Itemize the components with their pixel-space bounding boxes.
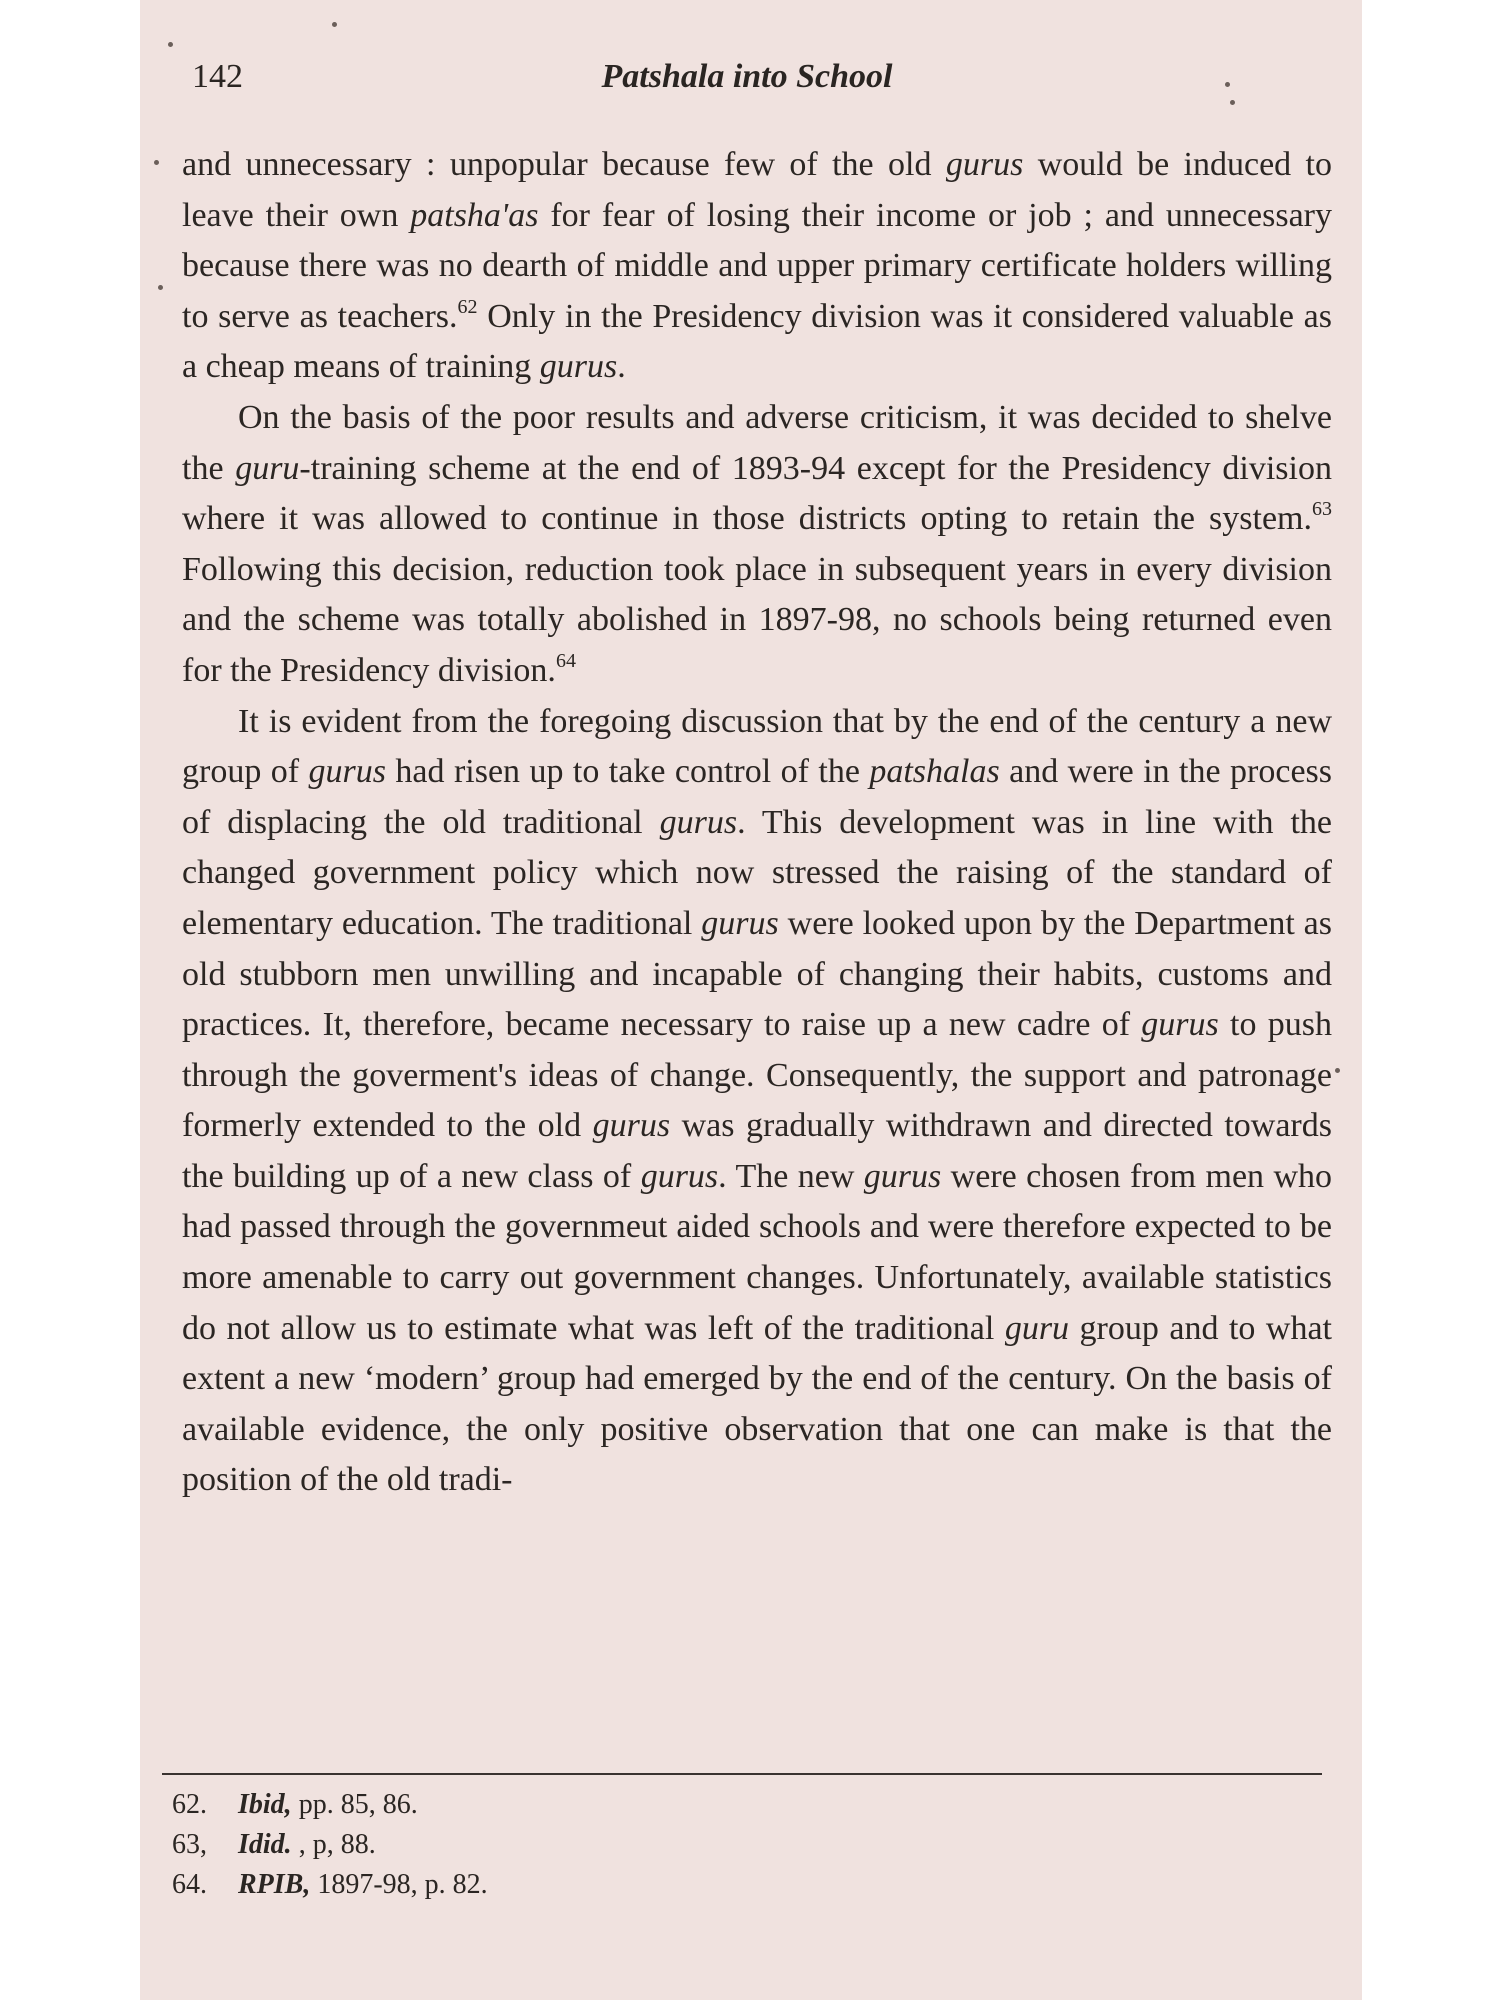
italic-term: gurus [659,803,738,841]
body-text [182,140,1332,1506]
footnote-62: 62. Ibid, pp. 85, 86. [172,1789,418,1820]
footnote-divider [162,1773,1322,1775]
page-number: 142 [192,58,243,95]
footnote-ref: 62 [457,295,478,318]
italic-term: patshalas [869,753,1000,791]
italic-term: gurus [539,348,618,386]
paper-speck [168,42,173,47]
italic-term: patsha'as [410,196,539,234]
footnote-64: 64. RPIB, 1897-98, p. 82. [172,1869,488,1900]
book-page [140,0,1362,2000]
footnote-ref: 64 [555,649,576,672]
italic-term: gurus [701,904,779,942]
running-title: Patshala into School [601,58,893,95]
paper-speck [154,160,159,165]
italic-term: guru [1004,1309,1070,1347]
footnotes [172,1785,1272,1905]
paper-speck [1230,100,1235,105]
page-header [192,52,1302,102]
paragraph-1: and unnecessary : unpopular because few of the old gurus would be induced to leave their own patsha'as for fear of losing their income or job ; and unnecessary because there was no dearth of middle and upper primary certificate holders willing to serve as teachers.$^{62}$ Only in the Presidency division was it considered valuable as a cheap means of training gurus. [182,146,1332,386]
paper-speck [158,285,163,290]
italic-term: guru [235,449,300,487]
footnote-63: 63, Idid. , p, 88. [172,1829,376,1860]
footnote-ref: 63 [1312,498,1332,521]
italic-term: gurus [945,146,1024,183]
paper-speck [1225,82,1230,87]
italic-term: gurus [592,1107,671,1145]
italic-term: gurus [308,753,386,791]
paper-speck [332,22,337,27]
paragraph-3: It is evident from the foregoing discussion that by the end of the century a new group of gurus had risen up to take control of the patshalas and were in the process of displacing the old traditional gurus. This development was in line with the changed government policy which now stressed the raising of the standard of elementary education. The traditional gurus were looked upon by the Department as old stubborn men unwilling and incapable of changing their habits, customs and practices. It, therefore, became necessary to raise up a new cadre of gurus to push through the goverment's ideas of change. Consequently, the support and patronage formerly extended to the old gurus was gradually withdrawn and directed towards the building up of a new class of gurus. The new gurus were chosen from men who had passed through the governmeut aided schools and were therefore expected to be more amenable to carry out government changes. Unfortunately, available statistics do not allow us to estimate what was left of the traditional guru group and to what extent a new ‘modern’ group had emerged by the end of the century. On the basis of available evidence, the only positive observation that one can make is that the position of the old tradi- [182,702,1333,1499]
italic-term: gurus [863,1157,942,1195]
italic-term: gurus [1141,1006,1219,1044]
paragraph-2: On the basis of the poor results and adverse criticism, it was decided to shelve the guru-training scheme at the end of 1893-94 except for the Presidency division where it was allowed to continue in those districts opting to retain the system.$^{63}$ Following this decision, reduction took place in subsequent years in every division and the scheme was totally abolished in 1897-98, no schools being returned even for the Presidency division.$^{64}$ [182,398,1332,689]
italic-term: gurus [640,1157,719,1195]
paper-speck [1335,1068,1340,1073]
